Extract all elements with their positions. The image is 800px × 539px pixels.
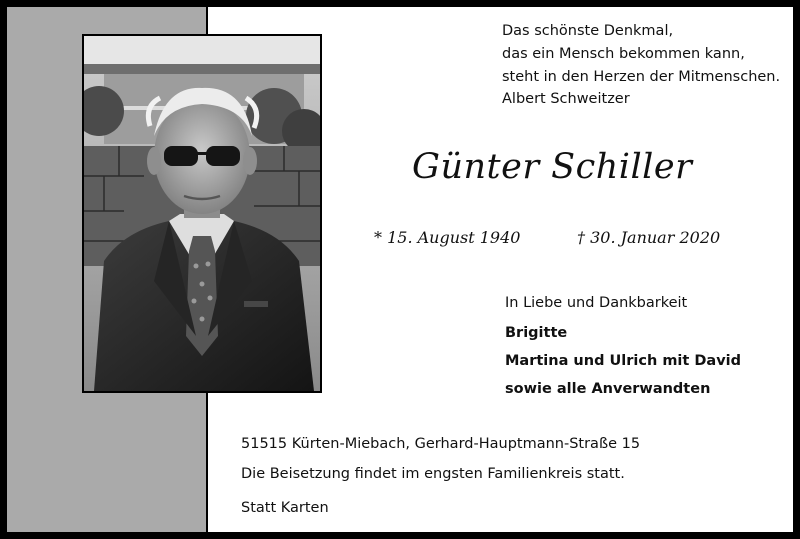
address-line: 51515 Kürten-Miebach, Gerhard-Hauptmann-Straße 15 <box>241 436 641 452</box>
address-block <box>241 429 640 489</box>
family-member: sowie alle Anverwandten <box>505 381 711 397</box>
quote-line: das ein Mensch bekommen kann, <box>502 46 745 62</box>
quote-line: Das schönste Denkmal, <box>502 23 674 39</box>
family-block <box>505 291 741 403</box>
memorial-quote <box>502 20 780 89</box>
quote-author: Albert Schweitzer <box>502 91 630 107</box>
death-date: † 30. Januar 2020 <box>577 228 721 247</box>
portrait-photo <box>82 34 322 393</box>
funeral-notice: Die Beisetzung findet im engsten Familienkreis statt. <box>241 466 625 482</box>
family-intro: In Liebe und Dankbarkeit <box>505 295 688 311</box>
deceased-name: Günter Schiller <box>412 147 693 187</box>
closing-note: Statt Karten <box>241 500 329 516</box>
quote-line: steht in den Herzen der Mitmenschen. <box>502 69 781 85</box>
birth-date: * 15. August 1940 <box>374 228 521 247</box>
family-member: Martina und Ulrich mit David <box>505 353 742 369</box>
family-member: Brigitte <box>505 325 568 341</box>
